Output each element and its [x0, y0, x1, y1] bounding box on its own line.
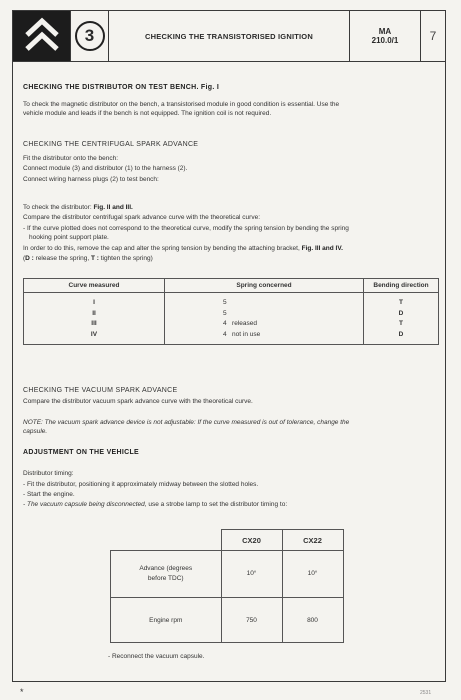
- text-run: tighten the spring): [98, 255, 153, 262]
- paragraph-line: vehicle module and leads if the bench is not equipped. The ignition coil is not required.: [23, 110, 272, 117]
- spring-number: 4: [223, 330, 227, 338]
- table-cell: D: [398, 309, 404, 317]
- row-label: [111, 551, 222, 598]
- column-header: Spring concerned: [165, 279, 364, 293]
- note-line: NOTE: The vacuum spark advance device is not adjustable: If the curve measured is out of tolerance, change the: [23, 419, 350, 426]
- paragraph-line: - If the curve plotted does not correspond to the theoretical curve, modify the spring tension by bending the spring: [23, 225, 349, 232]
- paragraph-line: - Start the engine.: [23, 491, 75, 498]
- footer-mark: *: [20, 687, 24, 697]
- legend-key-d: D :: [25, 255, 34, 262]
- text-run: use a strobe lamp to set the distributor timing to:: [146, 501, 288, 508]
- spring-column: [165, 293, 364, 345]
- table-cell: III: [91, 320, 97, 327]
- paragraph-line: Compare the distributor vacuum spark advance curve with the theoretical curve.: [23, 398, 253, 405]
- label-line: Advance (degrees: [139, 565, 193, 572]
- paragraph-line: [23, 501, 287, 509]
- note-line: capsule.: [23, 428, 48, 435]
- table-cell: 10°: [282, 551, 343, 598]
- footer-code: 2531: [420, 690, 432, 696]
- section-heading-centrifugal: CHECKING THE CENTRIFUGAL SPARK ADVANCE: [23, 141, 199, 148]
- section-number-badge: [71, 11, 109, 61]
- legend-line: [23, 255, 153, 263]
- section-number: 3: [75, 21, 105, 51]
- text-run: release the spring,: [33, 255, 91, 262]
- table-cell: [223, 309, 363, 320]
- paragraph-line: [23, 245, 343, 253]
- paragraph-line: Distributor timing:: [23, 470, 74, 477]
- column-header: Curve measured: [24, 279, 165, 293]
- spring-note: not in use: [232, 330, 261, 338]
- spring-number: 5: [223, 299, 227, 306]
- text-run: - The vacuum capsule being disconnected,: [23, 501, 147, 508]
- curve-column: [24, 293, 165, 345]
- text-run: (: [23, 255, 26, 262]
- table-cell: II: [92, 309, 96, 317]
- table-cell: 750: [221, 598, 282, 643]
- timing-table: [110, 529, 344, 643]
- double-chevron-logo: [13, 11, 71, 61]
- page-header: [13, 11, 445, 62]
- legend-key-t: T :: [90, 255, 99, 262]
- label-line: before TDC): [147, 575, 184, 582]
- page-number: 7: [429, 29, 437, 43]
- row-label: Engine rpm: [111, 598, 222, 643]
- spring-note: released: [232, 320, 257, 327]
- table-cell: [223, 319, 363, 330]
- document-title: CHECKING THE TRANSISTORISED IGNITION: [109, 11, 350, 61]
- page-frame: [12, 10, 446, 682]
- spring-number: 5: [223, 309, 227, 317]
- text-run: To check the distributor:: [23, 204, 94, 211]
- table-cell: [223, 330, 363, 341]
- paragraph-line: Connect wiring harness plugs (2) to test bench:: [23, 176, 159, 183]
- chevron-logo-icon: [13, 11, 71, 61]
- table-cell: 10°: [221, 551, 282, 598]
- ref-line-2: 210.0/1: [371, 36, 399, 45]
- column-header: CX20: [221, 530, 282, 551]
- table-corner: [111, 530, 222, 551]
- column-header: Bending direction: [364, 279, 439, 293]
- table-cell: I: [93, 299, 95, 306]
- column-header: CX22: [282, 530, 343, 551]
- table-cell: D: [398, 330, 404, 338]
- figure-reference: Fig. II and III.: [93, 204, 133, 211]
- paragraph-line: Compare the distributor centrifugal spark advance curve with the theoretical curve:: [23, 214, 261, 221]
- spring-number: 4: [223, 320, 227, 327]
- paragraph-line: hooking point support plate.: [29, 234, 109, 241]
- ref-line-1: MA: [378, 27, 392, 36]
- spring-adjustment-table: [23, 278, 439, 345]
- document-reference: [350, 11, 421, 61]
- table-cell: 800: [282, 598, 343, 643]
- section-heading-vacuum: CHECKING THE VACUUM SPARK ADVANCE: [23, 387, 178, 394]
- section-heading-bench: CHECKING THE DISTRIBUTOR ON TEST BENCH. Fig. I: [23, 84, 220, 91]
- paragraph-line: [23, 204, 133, 212]
- text-run: In order to do this, remove the cap and alter the spring tension by bending the attaching bracket,: [23, 245, 302, 252]
- section-heading-adjustment: ADJUSTMENT ON THE VEHICLE: [23, 449, 140, 456]
- table-cell: IV: [90, 330, 98, 338]
- paragraph-line: - Fit the distributor, positioning it approximately midway between the slotted holes.: [23, 481, 259, 488]
- table-cell: [223, 298, 363, 309]
- figure-reference: Fig. III and IV.: [301, 245, 343, 252]
- paragraph-line: To check the magnetic distributor on the bench, a transistorised module in good condition is essential. Use the: [23, 101, 340, 108]
- table-cell: T: [399, 299, 403, 306]
- paragraph-line: - Reconnect the vacuum capsule.: [108, 653, 205, 660]
- paragraph-line: Fit the distributor onto the bench:: [23, 155, 119, 162]
- table-cell: T: [399, 320, 403, 327]
- bending-column: [364, 293, 439, 345]
- paragraph-line: Connect module (3) and distributor (1) to the harness (2).: [23, 165, 188, 172]
